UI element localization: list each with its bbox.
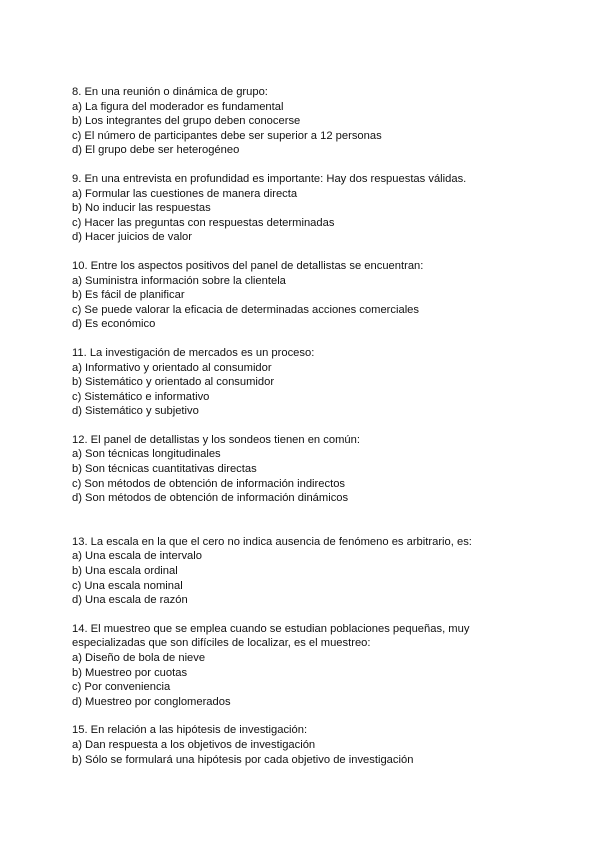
answer-option: a) Formular las cuestiones de manera directa xyxy=(72,187,298,200)
answer-option: a) Diseño de bola de nieve xyxy=(72,652,206,664)
answer-option: b) Son técnicas cuantitativas directas xyxy=(72,463,257,476)
answer-option: d) El grupo debe ser heterogéneo xyxy=(72,144,240,157)
answer-option: c) Son métodos de obtención de información indirectos xyxy=(72,477,346,490)
question-8 xyxy=(72,85,572,158)
answer-option: c) Una escala nominal xyxy=(72,579,183,592)
question-stem: 10. Entre los aspectos positivos del panel de detallistas se encuentran: xyxy=(72,259,424,272)
answer-option: a) La figura del moderador es fundamental xyxy=(72,100,284,113)
question-15 xyxy=(72,723,572,767)
question-stem: 12. El panel de detallistas y los sondeos tienen en común: xyxy=(72,433,360,446)
question-10 xyxy=(72,259,572,332)
answer-option: c) Sistemático e informativo xyxy=(72,390,210,403)
answer-option: b) No inducir las respuestas xyxy=(72,202,211,215)
answer-option: a) Suministra información sobre la clientela xyxy=(72,274,286,287)
question-11 xyxy=(72,346,572,419)
answer-option: a) Informativo y orientado al consumidor xyxy=(72,361,272,374)
answer-option: b) Sistemático y orientado al consumidor xyxy=(72,376,275,389)
question-stem: 8. En una reunión o dinámica de grupo: xyxy=(72,86,268,98)
question-stem-continuation: especializadas que son difíciles de localizar, es el muestreo: xyxy=(72,637,371,650)
answer-option: c) El número de participantes debe ser superior a 12 personas xyxy=(72,129,382,142)
answer-option: d) Es económico xyxy=(72,318,156,331)
answer-option: a) Dan respuesta a los objetivos de investigación xyxy=(72,738,316,751)
answer-option: d) Son métodos de obtención de información dinámicos xyxy=(72,492,349,505)
question-stem: 9. En una entrevista en profundidad es importante: Hay dos respuestas válidas. xyxy=(72,172,467,185)
document-page xyxy=(72,85,572,767)
answer-option: b) Una escala ordinal xyxy=(72,565,178,578)
question-9 xyxy=(72,172,572,245)
question-stem: 15. En relación a las hipótesis de investigación: xyxy=(72,724,308,737)
question-13 xyxy=(72,535,572,608)
answer-option: c) Por conveniencia xyxy=(72,681,171,694)
answer-option: a) Son técnicas longitudinales xyxy=(72,448,221,461)
answer-option: b) Es fácil de planificar xyxy=(72,289,185,302)
answer-option: d) Sistemático y subjetivo xyxy=(72,405,199,418)
answer-option: c) Hacer las preguntas con respuestas determinadas xyxy=(72,216,335,229)
answer-option: d) Muestreo por conglomerados xyxy=(72,695,231,708)
answer-option: a) Una escala de intervalo xyxy=(72,550,202,563)
answer-option: d) Hacer juicios de valor xyxy=(72,231,193,244)
question-12 xyxy=(72,433,572,506)
answer-option: b) Muestreo por cuotas xyxy=(72,666,188,679)
answer-option: b) Sólo se formulará una hipótesis por cada objetivo de investigación xyxy=(72,753,414,766)
answer-option: c) Se puede valorar la eficacia de determinadas acciones comerciales xyxy=(72,303,419,316)
question-stem: 13. La escala en la que el cero no indica ausencia de fenómeno es arbitrario, es: xyxy=(72,535,472,548)
question-stem: 11. La investigación de mercados es un proceso: xyxy=(72,346,315,359)
question-14 xyxy=(72,622,572,710)
question-stem: 14. El muestreo que se emplea cuando se estudian poblaciones pequeñas, muy xyxy=(72,622,470,635)
answer-option: d) Una escala de razón xyxy=(72,594,188,607)
answer-option: b) Los integrantes del grupo deben conocerse xyxy=(72,115,301,128)
